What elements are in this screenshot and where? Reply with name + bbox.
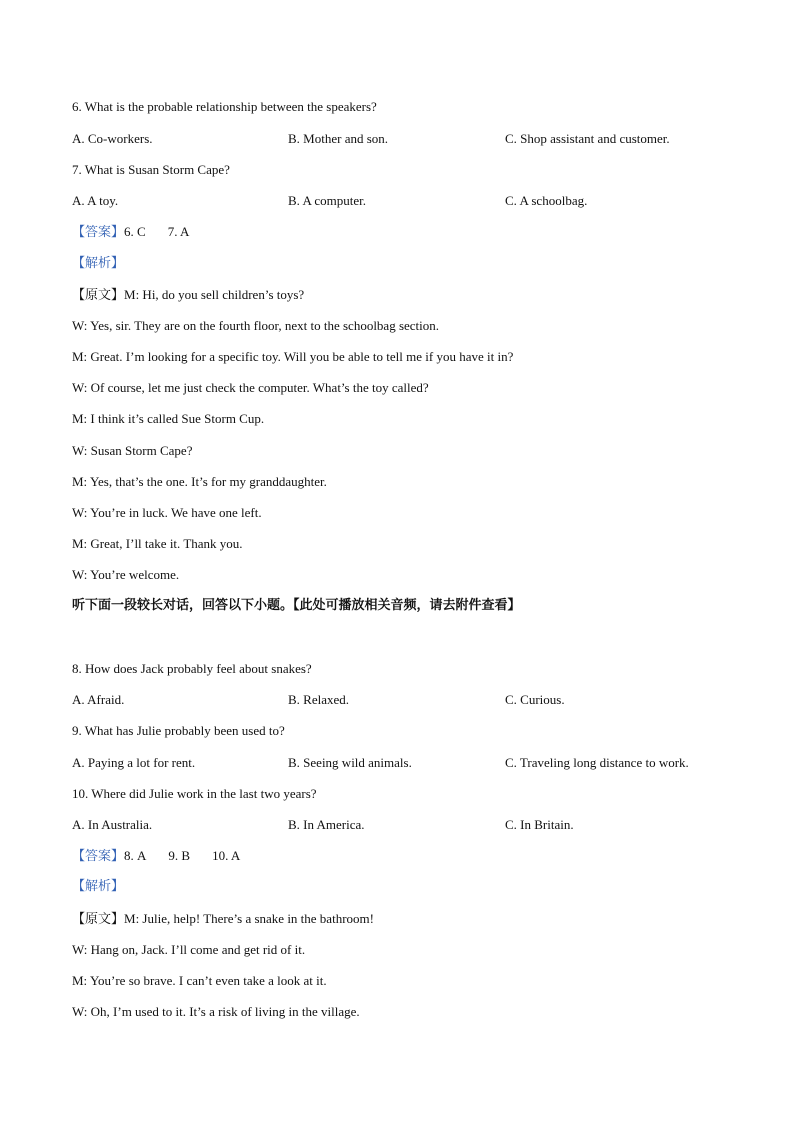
- q9-option-c: C. Traveling long distance to work.: [505, 755, 689, 770]
- transcript-line: M: Great. I’m looking for a specific toy. Will you be able to tell me if you have it in?: [72, 349, 514, 364]
- transcript-line: M: Yes, that’s the one. It’s for my granddaughter.: [72, 474, 327, 489]
- question-10: 10. Where did Julie work in the last two years?: [72, 786, 317, 801]
- question-7: 7. What is Susan Storm Cape?: [72, 162, 230, 177]
- transcript-line: W: Yes, sir. They are on the fourth floor, next to the schoolbag section.: [72, 318, 440, 333]
- q9-option-a: A. Paying a lot for rent.: [72, 755, 196, 770]
- analysis-tag-2: 【解析】: [72, 879, 125, 894]
- transcript-line: [72, 911, 374, 928]
- transcript-line: W: You’re in luck. We have one left.: [72, 505, 262, 520]
- question-8: 8. How does Jack probably feel about snakes?: [72, 661, 312, 676]
- answer-6: 6. C: [124, 224, 146, 239]
- listening-instruction: 听下面一段较长对话，回答以下小题。【此处可播放相关音频，请去附件查看】: [72, 598, 521, 613]
- q7-option-c: C. A schoolbag.: [505, 193, 588, 208]
- q8-option-a: A. Afraid.: [72, 692, 125, 707]
- question-6: 6. What is the probable relationship between the speakers?: [72, 99, 377, 114]
- q10-option-c: C. In Britain.: [505, 817, 574, 832]
- answer-7: 7. A: [167, 224, 190, 239]
- q6-option-b: B. Mother and son.: [288, 131, 389, 146]
- transcript-line: W: You’re welcome.: [72, 567, 180, 582]
- answer-tag: 【答案】: [72, 225, 125, 240]
- question-9: 9. What has Julie probably been used to?: [72, 723, 285, 738]
- transcript-line: M: You’re so brave. I can’t even take a look at it.: [72, 973, 327, 988]
- q9-option-b: B. Seeing wild animals.: [288, 755, 412, 770]
- transcript-line: M: Great, I’ll take it. Thank you.: [72, 536, 243, 551]
- transcript-line: M: I think it’s called Sue Storm Cup.: [72, 411, 265, 426]
- answer-line-2: [72, 848, 240, 865]
- answer-line-1: [72, 224, 189, 241]
- answer-9: 9. B: [168, 848, 191, 863]
- q7-option-a: A. A toy.: [72, 193, 119, 208]
- transcript-text: M: Hi, do you sell children’s toys?: [124, 287, 305, 302]
- transcript-line: W: Hang on, Jack. I’ll come and get rid of it.: [72, 942, 306, 957]
- q8-option-b: B. Relaxed.: [288, 692, 350, 707]
- answer-8: 8. A: [124, 848, 147, 863]
- q6-option-a: A. Co-workers.: [72, 131, 153, 146]
- q7-option-b: B. A computer.: [288, 193, 366, 208]
- q10-option-b: B. In America.: [288, 817, 365, 832]
- answer-10: 10. A: [212, 848, 241, 863]
- original-tag: 【原文】: [72, 912, 125, 927]
- original-tag: 【原文】: [72, 288, 125, 303]
- transcript-text: M: Julie, help! There’s a snake in the bathroom!: [124, 911, 374, 926]
- analysis-tag-1: 【解析】: [72, 256, 125, 271]
- transcript-line: W: Oh, I’m used to it. It’s a risk of living in the village.: [72, 1004, 360, 1019]
- q6-option-c: C. Shop assistant and customer.: [505, 131, 670, 146]
- transcript-line: W: Susan Storm Cape?: [72, 443, 193, 458]
- q8-option-c: C. Curious.: [505, 692, 565, 707]
- answer-tag: 【答案】: [72, 849, 125, 864]
- transcript-line: W: Of course, let me just check the computer. What’s the toy called?: [72, 380, 429, 395]
- transcript-line: [72, 287, 304, 304]
- q10-option-a: A. In Australia.: [72, 817, 153, 832]
